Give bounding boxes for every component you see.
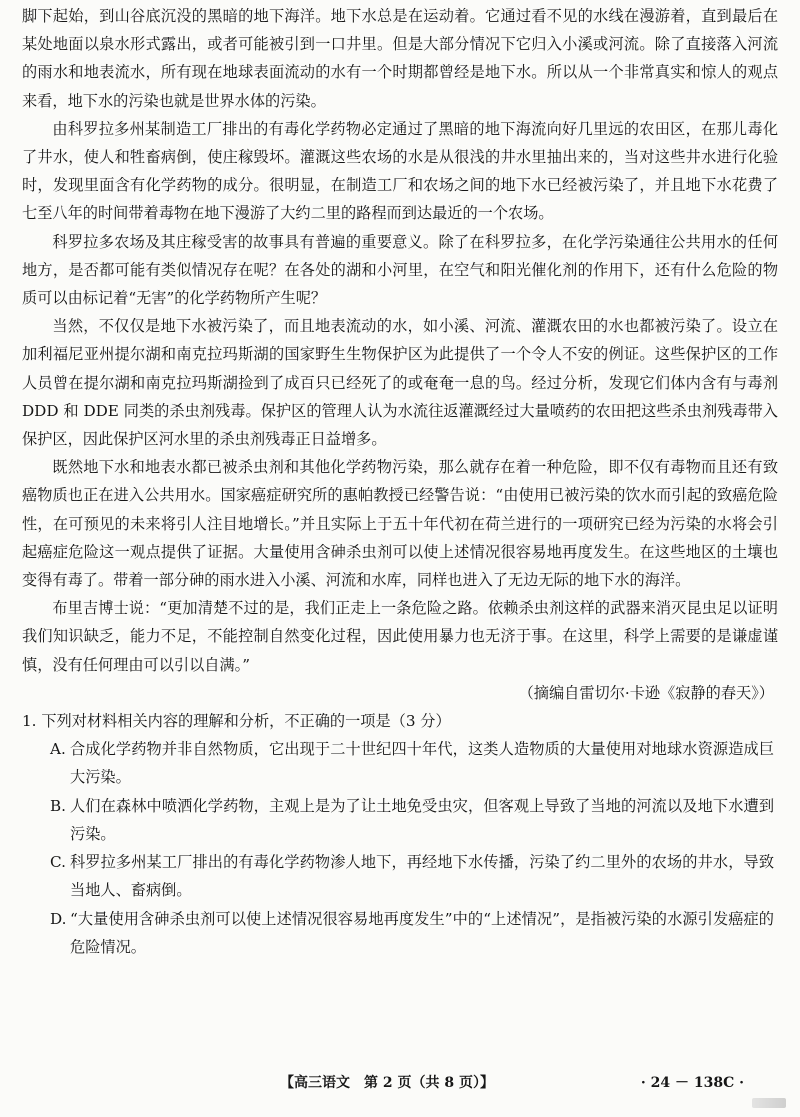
passage-paragraph-3: 科罗拉多农场及其庄稼受害的故事具有普遍的重要意义。除了在科罗拉多，在化学污染通往公共用水的任何地方，是否都可能有类似情况存在呢？在各处的湖和小河里，在空气和阳光催化剂的作用下，还有什么危险的物质可以由标记着“无害”的化学药物所产生呢？: [22, 232, 778, 308]
option-text: 人们在森林中喷洒化学药物，主观上是为了让土地免受虫灾，但客观上导致了当地的河流以及地下水遭到污染。: [70, 796, 774, 843]
option-letter: C.: [50, 853, 66, 872]
passage-paragraph-1: 脚下起始，到山谷底沉没的黑暗的地下海洋。地下水总是在运动着。它通过看不见的水线在漫游着，直到最后在某处地面以泉水形式露出，或者可能被引到一口井里。但是大部分情况下它归入小溪或河流。除了直接落入河流的雨水和地表流水，所有现在地球表面流动的水有一个时期都曾经是地下水。所以从一个非常真实和惊人的观点来看，地下水的污染也就是世界水体的污染。: [22, 7, 778, 110]
option-text: 合成化学药物并非自然物质，它出现于二十世纪四十年代，这类人造物质的大量使用对地球水资源造成巨大污染。: [70, 740, 774, 787]
option-text: “大量使用含砷杀虫剂可以使上述情况很容易地再度发生”中的“上述情况”，是指被污染的水源引发癌症的危险情况。: [70, 909, 774, 956]
footer-page-info: 【高三语文 第 2 页（共 8 页）】: [280, 1075, 494, 1091]
option-letter: B.: [50, 796, 66, 815]
answer-options: [22, 735, 778, 961]
passage-paragraph-6: 布里吉博士说：“更加清楚不过的是，我们正走上一条危险之路。依赖杀虫剂这样的武器来消灭昆虫足以证明我们知识缺乏，能力不足，不能控制自然变化过程，因此使用暴力也无济于事。在这里，科学上需要的是谦虚谨慎，没有任何理由可以引以自满。”: [22, 599, 778, 674]
passage-paragraph-5: 既然地下水和地表水都已被杀虫剂和其他化学药物污染，那么就存在着一种危险，即不仅有毒物而且还有致癌物质也正在进入公共用水。国家癌症研究所的惠帕教授已经警告说：“由使用已被污染的饮水而引起的致癌危险性，在可预见的未来将引人注目地增长。”并且实际上于五十年代初在荷兰进行的一项研究已经为污染的水将会引起癌症危险这一观点提供了证据。大量使用含砷杀虫剂可以使上述情况很容易地再度发生。在这些地区的土壤也变得有毒了。带着一部分砷的雨水进入小溪、河流和水库，同样也进入了无边无际的地下水的海洋。: [22, 458, 778, 590]
option-text: 科罗拉多州某工厂排出的有毒化学药物渗人地下，再经地下水传播，污染了约二里外的农场的井水，导致当地人、畜病倒。: [70, 853, 774, 900]
passage-source: （摘编自雷切尔·卡逊《寂静的春天》）: [518, 683, 774, 702]
page-content: [22, 2, 778, 961]
option-a: [50, 735, 774, 791]
passage-paragraph-4: 当然，不仅仅是地下水被污染了，而且地表流动的水，如小溪、河流、灌溉农田的水也都被污染了。设立在加利福尼亚州提尔湖和南克拉玛斯湖的国家野生生物保护区为此提供了一个令人不安的例证。这些保护区的工作人员曾在提尔湖和南克拉玛斯湖捡到了成百只已经死了的或奄奄一息的鸟。经过分析，发现它们体内含有与毒剂 DDD 和 DDE 同类的杀虫剂残毒。保护区的管理人认为水流往返灌溉经过大量喷药的农田把这些杀虫剂残毒带入保护区，因此保护区河水里的杀虫剂残毒正日益增多。: [22, 317, 778, 449]
reading-passage: [22, 2, 778, 707]
option-letter: D.: [50, 909, 67, 928]
question-block: [22, 707, 778, 961]
passage-paragraph-2: 由科罗拉多州某制造工厂排出的有毒化学药物必定通过了黑暗的地下海流向好几里远的农田区，在那儿毒化了井水，使人和牲畜病倒，使庄稼毁坏。灌溉这些农场的水是从很浅的井水里抽出来的，当对这些井水进行化验时，发现里面含有化学药物的成分。很明显，在制造工厂和农场之间的地下水已经被污染了，并且地下水花费了七至八年的时间带着毒物在地下漫游了大约二里的路程而到达最近的一个农场。: [22, 119, 778, 223]
option-d: [50, 905, 774, 961]
option-b: [50, 792, 774, 848]
option-letter: A.: [50, 740, 66, 759]
footer-exam-code: · 24 － 138C ·: [640, 1075, 744, 1091]
page-footer: [0, 1071, 800, 1095]
question-stem: 1. 下列对材料相关内容的理解和分析，不正确的一项是（3 分）: [22, 712, 451, 731]
corner-watermark: [752, 1098, 786, 1108]
option-c: [50, 848, 774, 904]
